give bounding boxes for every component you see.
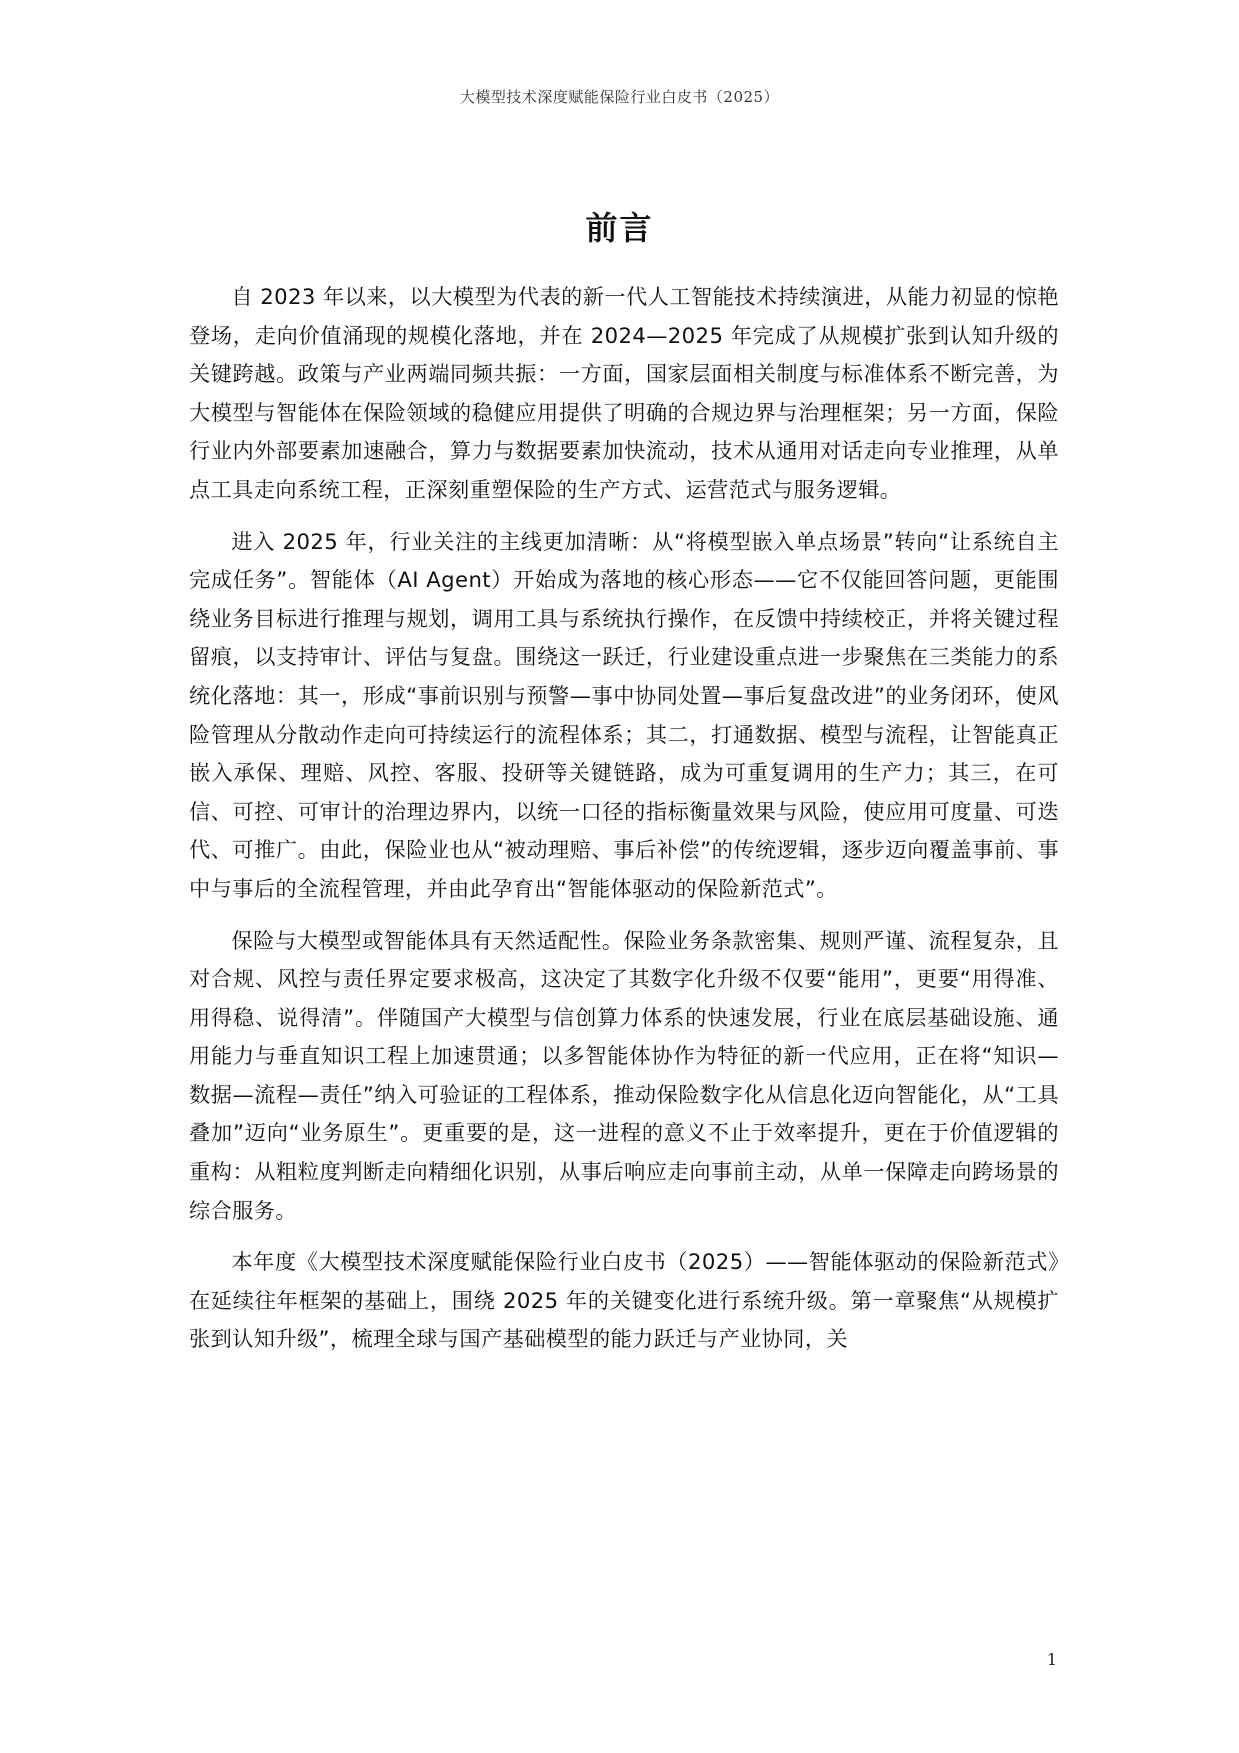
- paragraph-1: 自 2023 年以来，以大模型为代表的新一代人工智能技术持续演进，从能力初显的惊艳登场，走向价值涌现的规模化落地，并在 2024—2025 年完成了从规模扩张到认知升级的关键跨越。政策与产业两端同频共振：一方面，国家层面相关制度与标准体系不断完善，为大模型与智能体在保险领域的稳健应用提供了明确的合规边界与治理框架；另一方面，保险行业内外部要素加速融合，算力与数据要素加快流动，技术从通用对话走向专业推理，从单点工具走向系统工程，正深刻重塑保险的生产方式、运营范式与服务逻辑。: [189, 284, 1059, 502]
- page-title: 前言: [585, 209, 654, 247]
- paragraph-3: 保险与大模型或智能体具有天然适配性。保险业务条款密集、规则严谨、流程复杂，且对合规、风控与责任界定要求极高，这决定了其数字化升级不仅要“能用”，更要“用得准、用得稳、说得清”。伴随国产大模型与信创算力体系的快速发展，行业在底层基础设施、通用能力与垂直知识工程上加速贯通；以多智能体协作为特征的新一代应用，正在将“知识—数据—流程—责任”纳入可验证的工程体系，推动保险数字化从信息化迈向智能化，从“工具叠加”迈向“业务原生”。更重要的是，这一进程的意义不止于效率提升，更在于价值逻辑的重构：从粗粒度判断走向精细化识别，从事后响应走向事前主动，从单一保障走向跨场景的综合服务。: [189, 927, 1059, 1223]
- body-text: [189, 278, 1059, 1372]
- page-number: 1: [1046, 1650, 1057, 1669]
- running-header: 大模型技术深度赋能保险行业白皮书（2025）: [459, 88, 780, 106]
- paragraph-2: 进入 2025 年，行业关注的主线更加清晰：从“将模型嵌入单点场景”转向“让系统自主完成任务”。智能体（AI Agent）开始成为落地的核心形态——它不仅能回答问题，更能围绕业务目标进行推理与规划，调用工具与系统执行操作，在反馈中持续校正，并将关键过程留痕，以支持审计、评估与复盘。围绕这一跃迁，行业建设重点进一步聚焦在三类能力的系统化落地：其一，形成“事前识别与预警—事中协同处置—事后复盘改进”的业务闭环，使风险管理从分散动作走向可持续运行的流程体系；其二，打通数据、模型与流程，让智能真正嵌入承保、理赔、风控、客服、投研等关键链路，成为可重复调用的生产力；其三，在可信、可控、可审计的治理边界内，以统一口径的指标衡量效果与风险，使应用可度量、可迭代、可推广。由此，保险业也从“被动理赔、事后补偿”的传统逻辑，逐步迈向覆盖事前、事中与事后的全流程管理，并由此孕育出“智能体驱动的保险新范式”。: [189, 528, 1059, 901]
- paragraph-4: 本年度《大模型技术深度赋能保险行业白皮书（2025）——智能体驱动的保险新范式》在延续往年框架的基础上，围绕 2025 年的关键变化进行系统升级。第一章聚焦“从规模扩张到认知升级”，梳理全球与国产基础模型的能力跃迁与产业协同，关: [189, 1249, 1059, 1352]
